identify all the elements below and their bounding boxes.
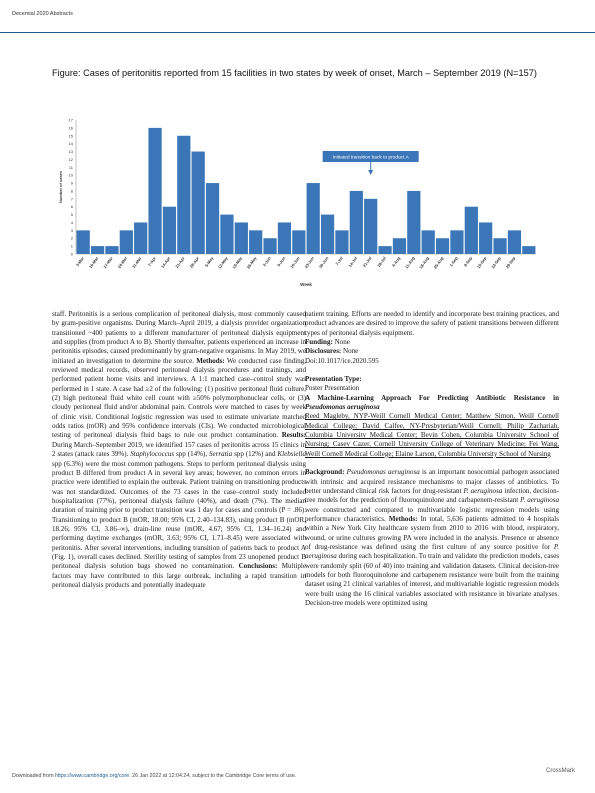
x-tick-label: 7-Jul — [334, 255, 344, 267]
header-divider — [0, 32, 595, 33]
x-tick-label: 23-Jun — [303, 255, 316, 270]
x-tick-label: 7-Apr — [146, 255, 157, 268]
x-tick-label: 10-Mar — [87, 255, 100, 270]
annotation-text: Initiated transition back to product A — [332, 155, 409, 161]
author-list: Reed Magleby, NYP-Weill Cornell Medical Center; Matthew Simon, Weill Cornell Medical College; David Calfee, NY-Presbyterian/Weill Cornell; Philip Zachariah, Columbia University Medical Center; Bevin Cohen, Columbia University School of Nursing; Casey Cazer, Cornell University College of Veterinary Medicine; Fei Wang, Weill Cornell Medical College; Elaine Larson, Columbia University School of Nursing — [305, 412, 559, 458]
x-tick-label: 9-Jun — [276, 255, 287, 268]
y-tick-label: 12 — [68, 156, 73, 162]
bar — [407, 191, 420, 254]
bar — [192, 152, 205, 254]
x-tick-label: 11-Aug — [403, 255, 416, 270]
bar — [364, 199, 377, 254]
y-tick-label: 16 — [68, 125, 73, 131]
x-tick-label: 4-Aug — [390, 255, 402, 268]
y-tick-label: 15 — [68, 133, 73, 139]
bar — [105, 246, 118, 254]
abstract-title: A Machine-Learning Approach For Predicting Antibiotic Resistance in Pseudomonas aeruginosa — [305, 393, 559, 412]
x-tick-label: 3-Mar — [74, 255, 86, 268]
y-tick-label: 10 — [68, 172, 73, 178]
y-tick-label: 2 — [70, 235, 73, 241]
x-tick-label: 30-Jun — [317, 255, 330, 270]
y-tick-label: 11 — [68, 164, 73, 170]
y-tick-label: 17 — [68, 117, 73, 123]
x-tick-label: 14-Apr — [159, 255, 172, 269]
crossmark-logo: CrossMark — [546, 768, 576, 774]
x-tick-label: 15-Sep — [475, 255, 488, 270]
y-tick-label: 14 — [68, 141, 73, 147]
bar — [422, 230, 435, 254]
bar — [436, 238, 449, 254]
doi-link[interactable]: Doi:10.1017/ice.2020.595 — [305, 356, 379, 365]
x-tick-label: 21-Jul — [361, 255, 373, 269]
left-paragraph: staff. Peritonitis is a serious complication of peritoneal dialysis, most commonly caused by gram-positive organisms. During March–April 2019, a dialysis provider organization transitioned ~400 patients to a different manufacturer of peritoneal dialysis equipment and supplies (from product A to B). Shortly thereafter, patients experienced an increase in peritonitis episodes, caused predominantly by gram-negative organisms. In May 2019, we initiated an investigation to determine the source. Methods: We conducted case finding, reviewed medical records, observed peritoneal dialysis procedures and trainings, and performed patient home visits and interviews. A 1:1 matched case–control study was performed in 1 state. A case had ≥2 of the following: (1) positive peritoneal fluid culture, (2) high peritoneal fluid white cell count with ≥50% polymorphonuclear cells, or (3) cloudy peritoneal fluid and/or abdominal pain. Controls were matched to cases by week of clinic visit. Conditional logistic regression was used to estimate univariate matched odds ratios (mOR) and 95% confidence intervals (CIs). We conducted microbiological testing of peritoneal dialysis fluid bags to rule out product contamination. Results: During March–September 2019, we identified 157 cases of peritonitis across 15 clinics in 2 states (attack rates 39%). Staphylococcus spp (14%), Serratia spp (12%) and Klebsiella spp (6.3%) were the most common pathogens. Steps to perform peritoneal dialysis using product B differed from product A in several key areas; however, no common errors in practice were identified to explain the outbreak. Patient training on transitioning products was not standardized. Outcomes of the 73 cases in the case–control study included hospitalization (77%), peritoneal dialysis failure (40%), and death (7%). The median duration of training prior to product transition was 1 day for cases and controls (P = .86). Transitioning to product B (mOR, 18.00; 95% CI, 2.40–134.83), using product B (mOR, 18.26; 95% CI, 3.86–∞), drain-line reuse (mOR, 4.67; 95% CI, 1.34–16.24) and performing daytime exchanges (mOR, 3.63; 95% CI, 1.71–8.45) were associated with peritonitis. After several interventions, including transition of patients back to product A (Fig. 1), overall cases declined. Sterility testing of samples from 23 unopened product B peritoneal dialysis solution bags showed no contamination. Conclusions: Multiple factors may have contributed to this large outbreak, including a rapid transition in peritoneal dialysis products and potentially inadequate — [52, 310, 307, 589]
y-tick-label: 1 — [70, 243, 73, 249]
bar — [493, 238, 506, 254]
x-tick-label: 5-May — [203, 255, 215, 268]
y-tick-label: 7 — [70, 196, 73, 202]
bar — [508, 230, 521, 254]
bar — [220, 215, 233, 254]
bar — [450, 230, 463, 254]
x-tick-label: 12-May — [216, 255, 229, 270]
y-tick-label: 13 — [68, 149, 73, 155]
annotation-arrowhead — [368, 170, 373, 175]
x-tick-label: 17-Mar — [102, 255, 114, 270]
conclusions-label: Conclusions: — [238, 562, 278, 571]
bar — [163, 207, 176, 254]
presentation-type-label: Presentation Type: — [305, 375, 362, 384]
right-paragraph-1: patient training. Efforts are needed to identify and incorporate best training practices, and product advances are desired to improve the safety of patient transitions between different types of peritoneal dialysis equipment. — [305, 310, 559, 337]
y-tick-label: 4 — [70, 219, 73, 225]
bar — [278, 222, 291, 254]
bar — [263, 238, 276, 254]
x-tick-label: 22-Sep — [490, 255, 502, 270]
x-tick-label: 28-Jul — [376, 255, 387, 269]
bar — [321, 215, 334, 254]
bar — [378, 246, 391, 254]
bar — [177, 136, 190, 254]
download-footer: Downloaded from https://www.cambridge.org/core. 26 Jan 2022 at 12:04:24, subject to the Cambridge Core terms of use. — [12, 773, 297, 779]
x-tick-label: 19-May — [231, 255, 244, 270]
peritonitis-bar-chart — [56, 115, 544, 290]
x-tick-label: 24-Mar — [116, 255, 129, 270]
bar — [393, 238, 406, 254]
bar — [350, 191, 363, 254]
results-label: Results: — [281, 431, 306, 440]
bar — [479, 222, 492, 254]
bar — [206, 183, 219, 254]
bar — [134, 222, 147, 254]
methods-label: Methods: — [196, 356, 225, 365]
x-tick-label: 1-Sep — [448, 255, 459, 268]
x-tick-label: 25-Aug — [432, 255, 445, 270]
cambridge-core-link[interactable]: https://www.cambridge.org/core — [55, 773, 130, 779]
y-tick-label: 9 — [70, 180, 73, 186]
funding-line: Funding: None — [305, 338, 350, 347]
y-tick-label: 3 — [70, 227, 73, 233]
x-tick-label: 21-Apr — [174, 255, 186, 269]
y-axis-label: Number of cases — [58, 170, 63, 204]
background-paragraph: Background: Pseudomonas aeruginosa is an important nosocomial pathogen associated with intrinsic and acquired resistance mechanisms to major classes of antibiotics. To better understand clinical risk factors for drug-resistant P. aeruginosa infection, decision-tree models for the prediction of fluoroquinolone and carbapenem-resistant P. aeruginosa were constructed and compared to multivariable logistic regression models using performance characteristics. Methods: In total, 5,636 patients admitted to 4 hospitals within a New York City healthcare system from 2010 to 2016 with blood, respiratory, wound, or urine cultures growing PA were included in the analysis. Presence or absence of drug-resistance was defined using the first culture of any source positive for P. aeruginosa during each hospitalization. To train and validate the prediction models, cases were randomly split (60 of 40) into training and validation datasets. Clinical decision-tree models for both fluoroquinolone and carbapenem resistance were built from the training dataset using 21 clinical variables of interest, and multivariable logistic regression models were built using the 16 clinical variables associated with resistance in bivariate analyses. Decision-tree models were optimized using — [305, 468, 560, 607]
x-tick-label: 8-Sep — [462, 255, 474, 268]
y-tick-label: 6 — [70, 204, 73, 210]
bar — [91, 246, 104, 254]
section-gap — [305, 366, 559, 375]
x-tick-label: 16-Jun — [289, 255, 301, 270]
right-column — [305, 310, 559, 608]
disclosures-line: Disclosures: None — [305, 347, 359, 356]
x-tick-label: 26-May — [245, 255, 258, 270]
bar — [249, 230, 262, 254]
presentation-type: Poster Presentation — [305, 384, 360, 393]
x-tick-label: 18-Aug — [418, 255, 431, 270]
bar — [465, 207, 478, 254]
figure-title: Figure: Cases of peritonitis reported from 15 facilities in two states by week of onset, March – September 2019 (N=157) — [52, 68, 537, 78]
bar — [77, 230, 90, 254]
x-axis-label: Week — [300, 282, 312, 287]
left-column — [52, 310, 306, 590]
bar — [522, 246, 535, 254]
y-tick-label: 5 — [70, 212, 73, 218]
bar — [148, 128, 161, 254]
x-tick-label: 14-Jul — [347, 255, 359, 269]
y-tick-label: 0 — [70, 251, 73, 257]
bar — [120, 230, 133, 254]
running-header: Decemial 2020 Abstracts — [12, 11, 73, 17]
y-tick-label: 8 — [70, 188, 73, 194]
x-tick-label: 2-Jun — [261, 255, 272, 268]
bar — [235, 222, 248, 254]
bar — [335, 230, 348, 254]
x-tick-label: 28-Apr — [188, 255, 201, 269]
bar — [307, 183, 320, 254]
bar — [292, 230, 305, 254]
x-tick-label: 29-Sep — [504, 255, 517, 270]
section-gap — [305, 459, 559, 468]
x-tick-label: 31-Mar — [131, 255, 143, 270]
